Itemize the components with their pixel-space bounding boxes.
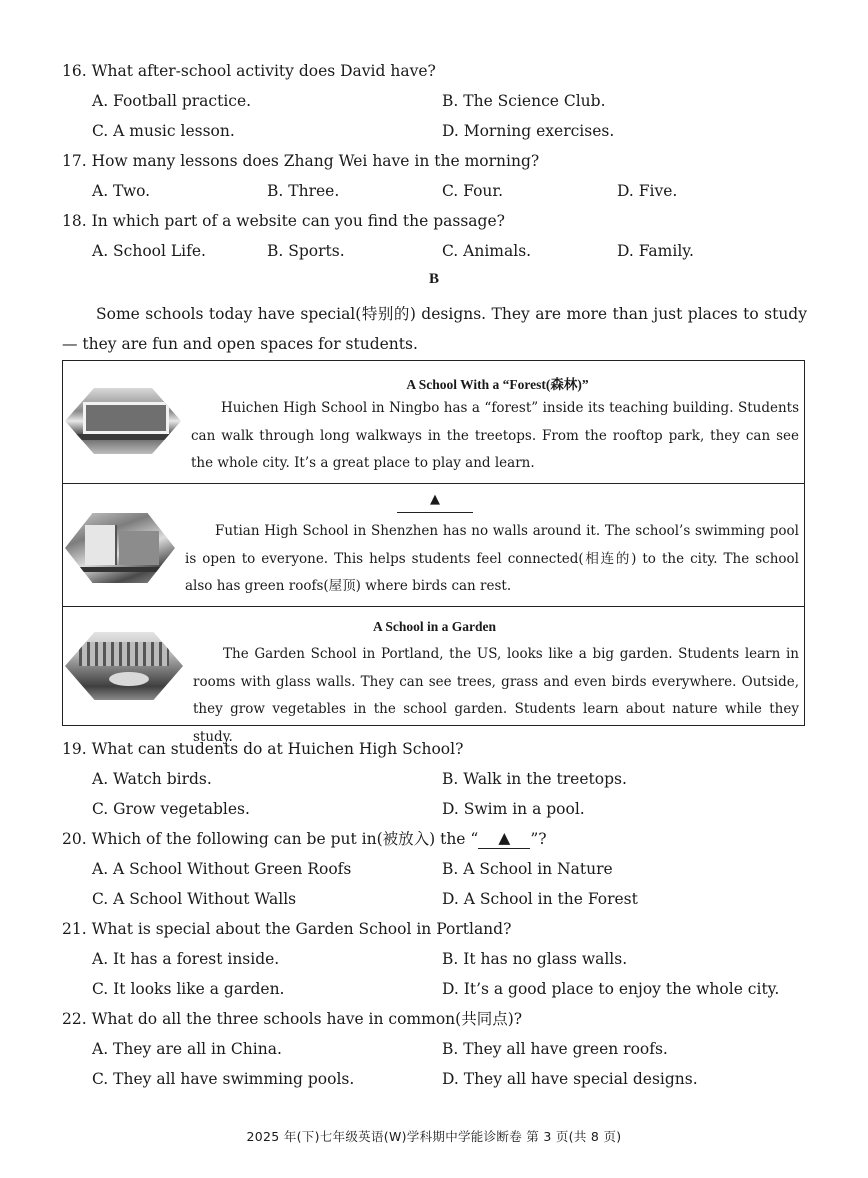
q20-blank: ▲ <box>478 830 530 849</box>
school-title-forest: A School With a “Forest(森林)” <box>406 377 589 392</box>
question-22-stem: 22. What do all the three schools have in common(共同点)? <box>62 1010 523 1028</box>
schools-table <box>62 360 805 745</box>
q16-option-c: C. A music lesson. <box>92 122 235 140</box>
school-row-forest <box>63 361 804 483</box>
school-text-garden: The Garden School in Portland, the US, looks like a big garden. Students learn in rooms with glass walls. They can see trees, grass and even birds everywhere. Outside, they grow vegetables in the school garden. Students learn about nature while they study. <box>193 646 799 745</box>
school-text-forest: Huichen High School in Ningbo has a “forest” inside its teaching building. Students can walk through long walkways in the treetops. From the rooftop park, they can see the whole city. It’s a great place to play and learn. <box>191 400 799 471</box>
section-b-intro: Some schools today have special(特别的) designs. They are more than just places to study — they are fun and open spaces for students. <box>62 305 807 353</box>
q20-option-d: D. A School in the Forest <box>442 890 638 908</box>
q21-option-a: A. It has a forest inside. <box>92 950 280 968</box>
school-text-futian: Futian High School in Shenzhen has no walls around it. The school’s swimming pool is open to everyone. This helps students feel connected(相连的) to the city. The school also has green roofs(屋顶) where birds can rest. <box>185 523 799 594</box>
q18-option-d: D. Family. <box>617 242 694 260</box>
question-19-stem: 19. What can students do at Huichen High School? <box>62 740 464 758</box>
section-b-label: B <box>428 271 439 287</box>
q21-option-d: D. It’s a good place to enjoy the whole city. <box>442 980 780 998</box>
q22-option-d: D. They all have special designs. <box>442 1070 698 1088</box>
school-row-blank <box>63 483 804 606</box>
q20-stem-before: 20. Which of the following can be put in(被放入) the “ <box>62 830 479 848</box>
q16-option-b: B. The Science Club. <box>442 92 606 110</box>
q16-option-d: D. Morning exercises. <box>442 122 615 140</box>
question-21-stem: 21. What is special about the Garden School in Portland? <box>62 920 512 938</box>
school-title-garden: A School in a Garden <box>372 619 497 634</box>
q20-stem-after: ”? <box>530 830 547 848</box>
q20-option-a: A. A School Without Green Roofs <box>92 860 352 878</box>
q17-option-c: C. Four. <box>442 182 504 200</box>
page-footer: 2025 年(下)七年级英语(W)学科期中学能诊断卷 第 3 页(共 8 页) <box>246 1129 622 1144</box>
q22-option-a: A. They are all in China. <box>92 1040 282 1058</box>
q20-option-b: B. A School in Nature <box>442 860 613 878</box>
question-16-stem: 16. What after-school activity does David have? <box>62 62 436 80</box>
huichen-school-photo <box>65 388 181 454</box>
q18-option-c: C. Animals. <box>442 242 532 260</box>
q17-option-a: A. Two. <box>92 182 151 200</box>
garden-school-photo <box>65 632 183 700</box>
q20-option-c: C. A School Without Walls <box>92 890 297 908</box>
q19-option-d: D. Swim in a pool. <box>442 800 585 818</box>
q22-option-b: B. They all have green roofs. <box>442 1040 668 1058</box>
school-row-garden <box>63 606 804 745</box>
q18-option-b: B. Sports. <box>267 242 345 260</box>
q22-option-c: C. They all have swimming pools. <box>92 1070 355 1088</box>
q17-option-d: D. Five. <box>617 182 678 200</box>
q18-option-a: A. School Life. <box>92 242 206 260</box>
futian-school-photo <box>65 513 175 583</box>
q17-option-b: B. Three. <box>267 182 340 200</box>
q21-option-b: B. It has no glass walls. <box>442 950 628 968</box>
school-title-blank: ▲ <box>397 492 473 513</box>
q19-option-b: B. Walk in the treetops. <box>442 770 627 788</box>
question-17-stem: 17. How many lessons does Zhang Wei have in the morning? <box>62 152 540 170</box>
q19-option-a: A. Watch birds. <box>92 770 212 788</box>
q21-option-c: C. It looks like a garden. <box>92 980 285 998</box>
question-18-stem: 18. In which part of a website can you find the passage? <box>62 212 505 230</box>
question-20-stem <box>62 829 547 849</box>
q19-option-c: C. Grow vegetables. <box>92 800 250 818</box>
q16-option-a: A. Football practice. <box>92 92 252 110</box>
